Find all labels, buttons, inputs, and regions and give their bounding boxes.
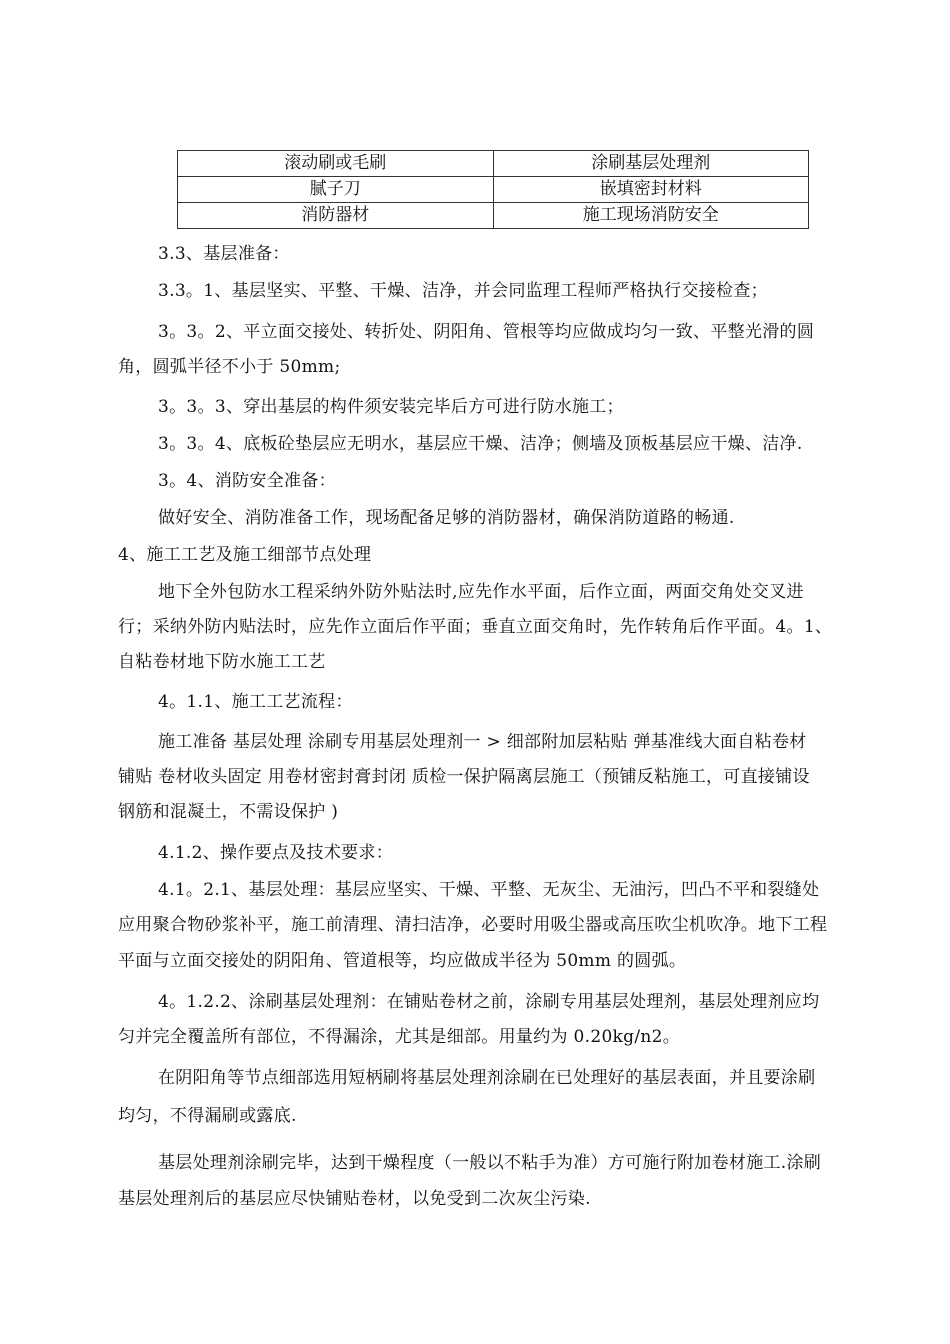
paragraph-line: 角，圆弧半径不小于 50mm; [118, 357, 341, 377]
paragraph-line: 自粘卷材地下防水施工工艺 [118, 652, 326, 672]
table-cell: 施工现场消防安全 [493, 203, 809, 229]
table-row [178, 151, 809, 177]
section-heading: 4.1.2、操作要点及技术要求： [158, 843, 394, 863]
paragraph-line: 应用聚合物砂浆补平，施工前清理、清扫洁净，必要时用吸尘器或高压吹尘机吹净。地下工程 [118, 915, 828, 935]
paragraph-line: 平面与立面交接处的阴阳角、管道根等，均应做成半径为 50mm 的圆弧。 [118, 951, 687, 971]
paragraph-line: 4.1。2.1、基层处理：基层应坚实、干燥、平整、无灰尘、无油污，凹凸不平和裂缝处 [158, 880, 820, 900]
paragraph-line: 行；采纳外防内贴法时，应先作立面后作平面；垂直立面交角时，先作转角后作平面。4。1、 [118, 617, 833, 637]
paragraph-line: 基层处理剂后的基层应尽快铺贴卷材，以免受到二次灰尘污染. [118, 1189, 591, 1209]
paragraph-line: 基层处理剂涂刷完毕，达到干燥程度（一般以不粘手为准）方可施行附加卷材施工.涂刷 [158, 1153, 822, 1173]
table-cell: 嵌填密封材料 [493, 177, 809, 203]
section-heading: 3.3、基层准备： [158, 244, 290, 264]
paragraph-line: 钢筋和混凝土，不需设保护 ) [118, 802, 339, 822]
paragraph-line: 施工准备 基层处理 涂刷专用基层处理剂一 > 细部附加层粘贴 弹基准线大面自粘卷材 [158, 732, 807, 752]
paragraph-line: 3。3。4、底板砼垫层应无明水，基层应干燥、洁净；侧墙及顶板基层应干燥、洁净. [158, 434, 803, 454]
paragraph-line: 做好安全、消防准备工作，现场配备足够的消防器材，确保消防道路的畅通. [158, 508, 735, 528]
paragraph-line: 铺贴 卷材收头固定 用卷材密封膏封闭 质检一保护隔离层施工（预铺反粘施工，可直接铺设 [118, 767, 810, 787]
section-heading: 4。1.1、施工工艺流程： [158, 692, 353, 712]
table-row [178, 203, 809, 229]
table-cell: 滚动刷或毛刷 [178, 151, 494, 177]
table-row [178, 177, 809, 203]
section-heading: 3。4、消防安全准备： [158, 471, 336, 491]
table-cell: 腻子刀 [178, 177, 494, 203]
paragraph-line: 地下全外包防水工程采纳外防外贴法时,应先作水平面，后作立面，两面交角处交叉进 [158, 582, 804, 602]
tools-table [177, 150, 809, 229]
table-cell: 涂刷基层处理剂 [493, 151, 809, 177]
paragraph-line: 4。1.2.2、涂刷基层处理剂：在铺贴卷材之前，涂刷专用基层处理剂，基层处理剂应均 [158, 992, 820, 1012]
paragraph-line: 3.3。1、基层坚实、平整、干燥、洁净，并会同监理工程师严格执行交接检查； [158, 281, 768, 301]
paragraph-line: 3。3。2、平立面交接处、转折处、阴阳角、管根等均应做成均匀一致、平整光滑的圆 [158, 322, 815, 342]
paragraph-line: 匀并完全覆盖所有部位，不得漏涂，尤其是细部。用量约为 0.20kg/n2。 [118, 1027, 681, 1047]
paragraph-line: 均匀，不得漏刷或露底. [118, 1106, 297, 1126]
chapter-heading: 4、施工工艺及施工细部节点处理 [118, 545, 372, 565]
table-cell: 消防器材 [178, 203, 494, 229]
paragraph-line: 在阴阳角等节点细部选用短柄刷将基层处理剂涂刷在已处理好的基层表面，并且要涂刷 [158, 1068, 816, 1088]
paragraph-line: 3。3。3、穿出基层的构件须安装完毕后方可进行防水施工； [158, 397, 624, 417]
